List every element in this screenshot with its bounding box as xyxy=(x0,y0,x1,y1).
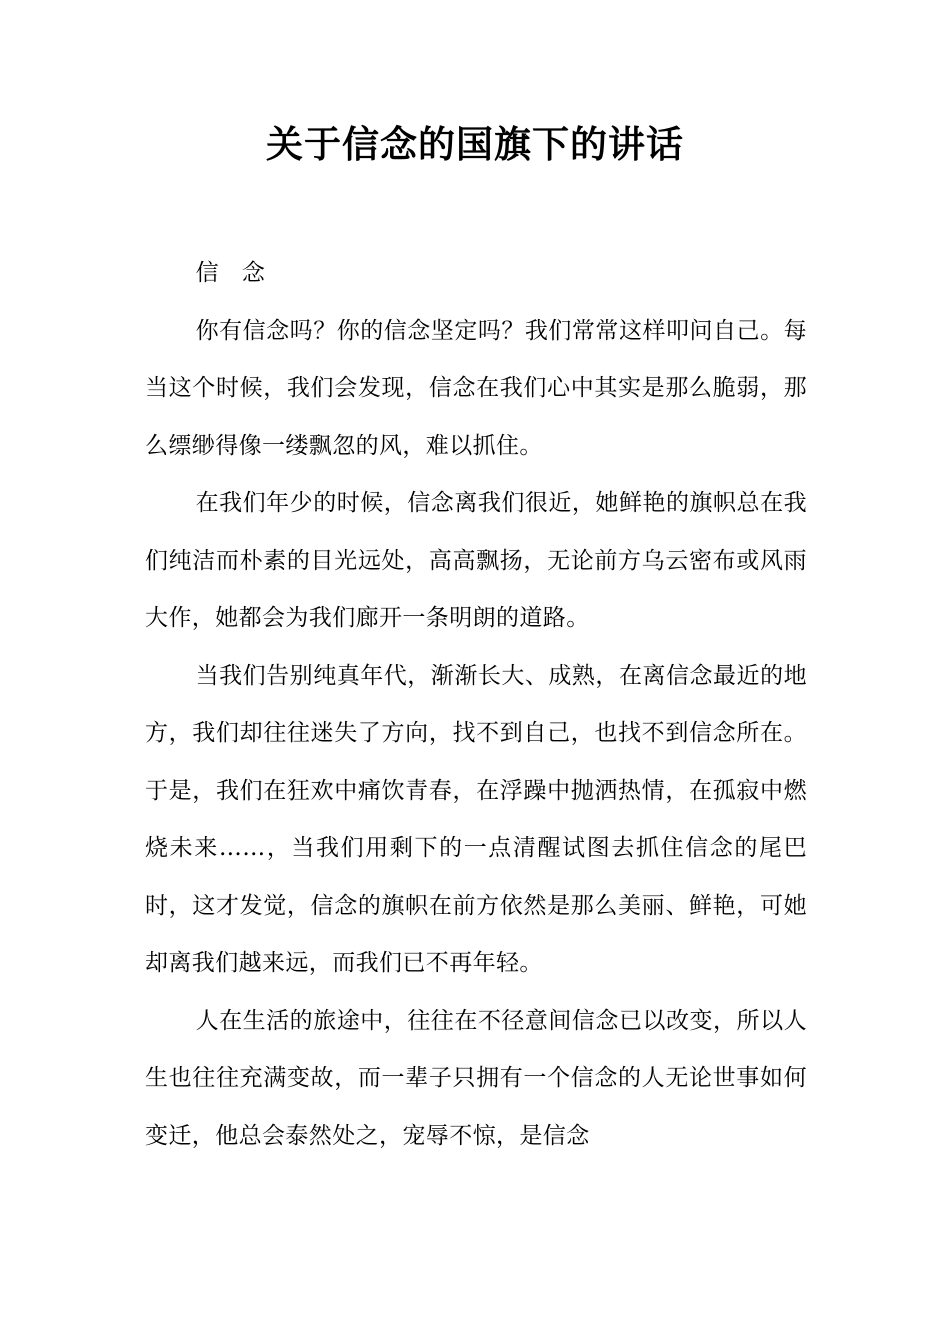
paragraph: 在我们年少的时候，信念离我们很近，她鲜艳的旗帜总在我们纯洁而朴素的目光远处，高高飘扬，无论前方乌云密布或风雨大作，她都会为我们廊开一条明朗的道路。 xyxy=(145,490,807,631)
paragraph: 人在生活的旅途中，往往在不径意间信念已以改变，所以人生也往往充满变故，而一辈子只拥有一个信念的人无论世事如何变迁，他总会泰然处之，宠辱不惊，是信念 xyxy=(145,1007,807,1149)
document-body xyxy=(145,245,807,1165)
paragraph: 当我们告别纯真年代，渐渐长大、成熟，在离信念最近的地方，我们却往往迷失了方向，找不到自己，也找不到信念所在。于是，我们在狂欢中痛饮青春，在浮躁中抛洒热情，在孤寂中燃烧未来……，当我们用剩下的一点清醒试图去抓住信念的尾巴时，这才发觉，信念的旗帜在前方依然是那么美丽、鲜艳，可她却离我们越来远，而我们已不再年轻。 xyxy=(145,662,807,976)
page-title: 关于信念的国旗下的讲话 xyxy=(266,122,684,166)
section-heading: 信 念 xyxy=(195,260,273,286)
paragraph: 你有信念吗？你的信念坚定吗？我们常常这样叩问自己。每当这个时候，我们会发现，信念在我们心中其实是那么脆弱，那么缥缈得像一缕飘忽的风，难以抓住。 xyxy=(145,317,807,459)
